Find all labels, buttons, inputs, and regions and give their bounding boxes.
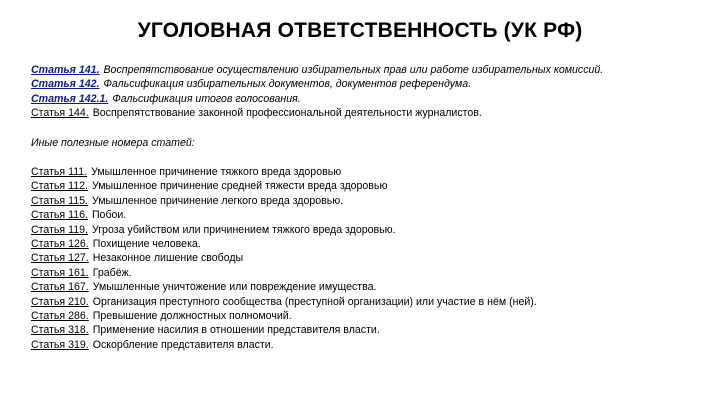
article-link[interactable]: Статья 167. [31, 281, 89, 294]
article-link[interactable]: Статья 112. [31, 180, 88, 193]
article-description: Похищение человека. [92, 238, 201, 251]
list-item [31, 309, 701, 323]
article-link[interactable]: Статья 318. [31, 324, 89, 337]
article-link[interactable]: Статья 161. [31, 266, 89, 279]
article-description: Незаконное лишение свободы [92, 252, 244, 265]
slide-title: УГОЛОВНАЯ ОТВЕТСТВЕННОСТЬ (УК РФ) [137, 19, 583, 42]
article-link[interactable]: Статья 119. [31, 223, 88, 236]
list-item [31, 223, 701, 237]
list-item [31, 77, 701, 91]
article-link[interactable]: Статья 126. [31, 238, 89, 251]
article-link[interactable]: Статья 144. [31, 107, 89, 120]
article-link[interactable]: Статья 142. [31, 78, 100, 91]
article-description: Умышленное причинение средней тяжести вреда здоровью [91, 180, 388, 193]
article-description: Применение насилия в отношении представителя власти. [92, 324, 380, 337]
list-item [31, 295, 701, 309]
article-description: Организация преступного сообщества (преступной организации) или участие в нём (ней). [92, 295, 537, 308]
article-description: Грабёж. [92, 266, 132, 279]
article-description: Умышленное причинение легкого вреда здоровью. [91, 194, 344, 207]
article-description: Фальсификация итогов голосования. [112, 92, 301, 105]
list-item [31, 63, 701, 77]
list-item [31, 237, 701, 251]
article-description: Умышленное причинение тяжкого вреда здоровью [91, 166, 342, 178]
article-link[interactable]: Статья 115. [31, 194, 88, 207]
article-description: Фальсификация избирательных документов, документов референдума. [103, 78, 472, 91]
article-link[interactable]: Статья 286. [31, 310, 89, 323]
article-description: Умышленные уничтожение или повреждение имущества. [92, 281, 377, 294]
article-link[interactable]: Статья 319. [31, 338, 89, 351]
main-articles-list [31, 63, 701, 121]
list-item [31, 208, 701, 222]
list-item [31, 266, 701, 280]
article-description: Воспрепятствование осуществлению избирательных прав или работе избирательных комиссий. [103, 64, 604, 76]
list-item [31, 338, 701, 352]
list-item [31, 251, 701, 265]
article-description: Побои. [91, 209, 127, 222]
article-description: Оскорбление представителя власти. [92, 338, 274, 351]
article-link[interactable]: Статья 141. [31, 64, 100, 76]
article-description: Воспрепятствование законной профессиональной деятельности журналистов. [92, 107, 482, 120]
list-item [31, 179, 701, 193]
list-item [31, 92, 701, 106]
article-link[interactable]: Статья 111. [31, 166, 88, 178]
list-item [31, 280, 701, 294]
article-link[interactable]: Статья 142.1. [31, 92, 109, 105]
useful-articles-note: Иные полезные номера статей: [31, 137, 195, 149]
list-item [31, 106, 701, 120]
list-item [31, 165, 701, 179]
list-item [31, 194, 701, 208]
article-description: Превышение должностных полномочий. [92, 310, 292, 323]
article-link[interactable]: Статья 116. [31, 209, 88, 222]
other-articles-list [31, 165, 701, 352]
article-link[interactable]: Статья 210. [31, 295, 89, 308]
article-link[interactable]: Статья 127. [31, 252, 89, 265]
article-description: Угроза убийством или причинением тяжкого вреда здоровью. [91, 223, 396, 236]
list-item [31, 323, 701, 337]
